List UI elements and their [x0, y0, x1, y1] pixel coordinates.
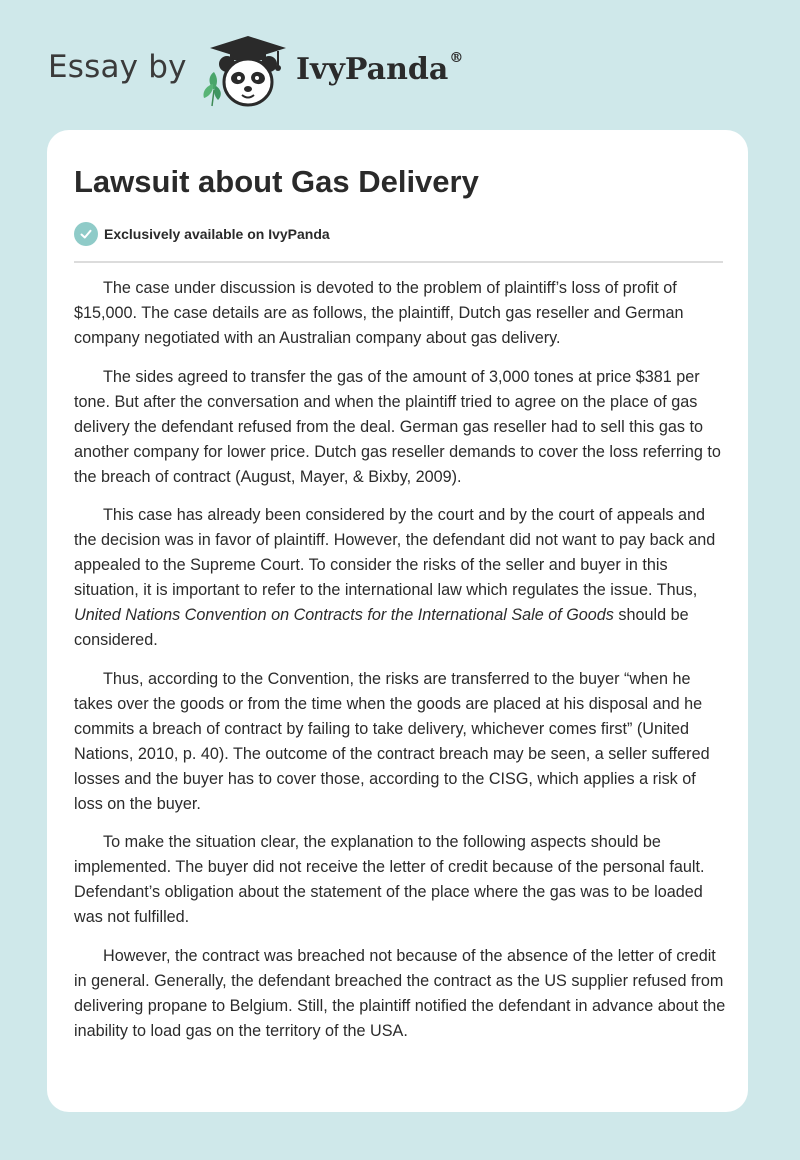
essay-card: [47, 130, 748, 1112]
essay-body: [74, 276, 726, 1057]
divider: [74, 261, 723, 263]
paragraph-text: should be considered.: [74, 606, 689, 649]
paragraph: [74, 503, 726, 653]
panda-graduate-logo-icon[interactable]: [200, 34, 296, 110]
paragraph: The sides agreed to transfer the gas of the amount of 3,000 tones at price $381 per tone. But after the conversation and when the plaintiff tried to agree on the place of gas delivery the defendant refused from the deal. German gas reseller had to sell this gas to another company for lower price. Dutch gas reseller demands to cover the loss referring to the breach of contract (August, Mayer, & Bixby, 2009).: [74, 367, 721, 486]
page-title: Lawsuit about Gas Delivery: [74, 164, 479, 199]
paragraph: To make the situation clear, the explanation to the following aspects should be implemented. The buyer did not receive the letter of credit because of the personal fault. Defendant’s obligation about the statement of the place where the gas was to be loaded was not fulfilled.: [74, 833, 705, 926]
site-header: [0, 0, 800, 130]
exclusive-badge: [74, 222, 330, 246]
essay-by-label: Essay by: [48, 49, 187, 85]
brand-name[interactable]: IvyPanda®: [296, 50, 464, 87]
check-circle-icon: [74, 222, 98, 246]
paragraph-text: This case has already been considered by the court and by the court of appeals and the decision was in favor of plaintiff. However, the defendant did not want to pay back and appealed to the Supreme Court. To consider the risks of the seller and buyer in this situation, it is important to refer to the international law which regulates the issue. Thus,: [74, 506, 716, 599]
registered-mark: ®: [449, 50, 464, 66]
paragraph: The case under discussion is devoted to the problem of plaintiff’s loss of profit of $15,000. The case details are as follows, the plaintiff, Dutch gas reseller and German company negotiated with an Australian company about gas delivery.: [74, 279, 684, 347]
paragraph: Thus, according to the Convention, the risks are transferred to the buyer “when he takes over the goods or from the time when the goods are placed at his disposal and he commits a breach of contract by failing to take delivery, whichever comes first” (United Nations, 2010, p. 40). The outcome of the contract breach may be seen, a seller suffered losses and the buyer has to cover those, according to the CISG, which applies a risk of loss on the buyer.: [74, 669, 710, 813]
ivy-leaf-icon: [203, 72, 220, 106]
convention-title: United Nations Convention on Contracts for the International Sale of Goods: [74, 606, 614, 624]
exclusive-badge-label: Exclusively available on IvyPanda: [104, 226, 330, 242]
paragraph: However, the contract was breached not because of the absence of the letter of credit in general. Generally, the defendant breached the contract as the US supplier refused from delivering propane to Belgium. Still, the plaintiff notified the defendant in advance about the inability to load gas on the territory of the USA.: [74, 946, 726, 1040]
